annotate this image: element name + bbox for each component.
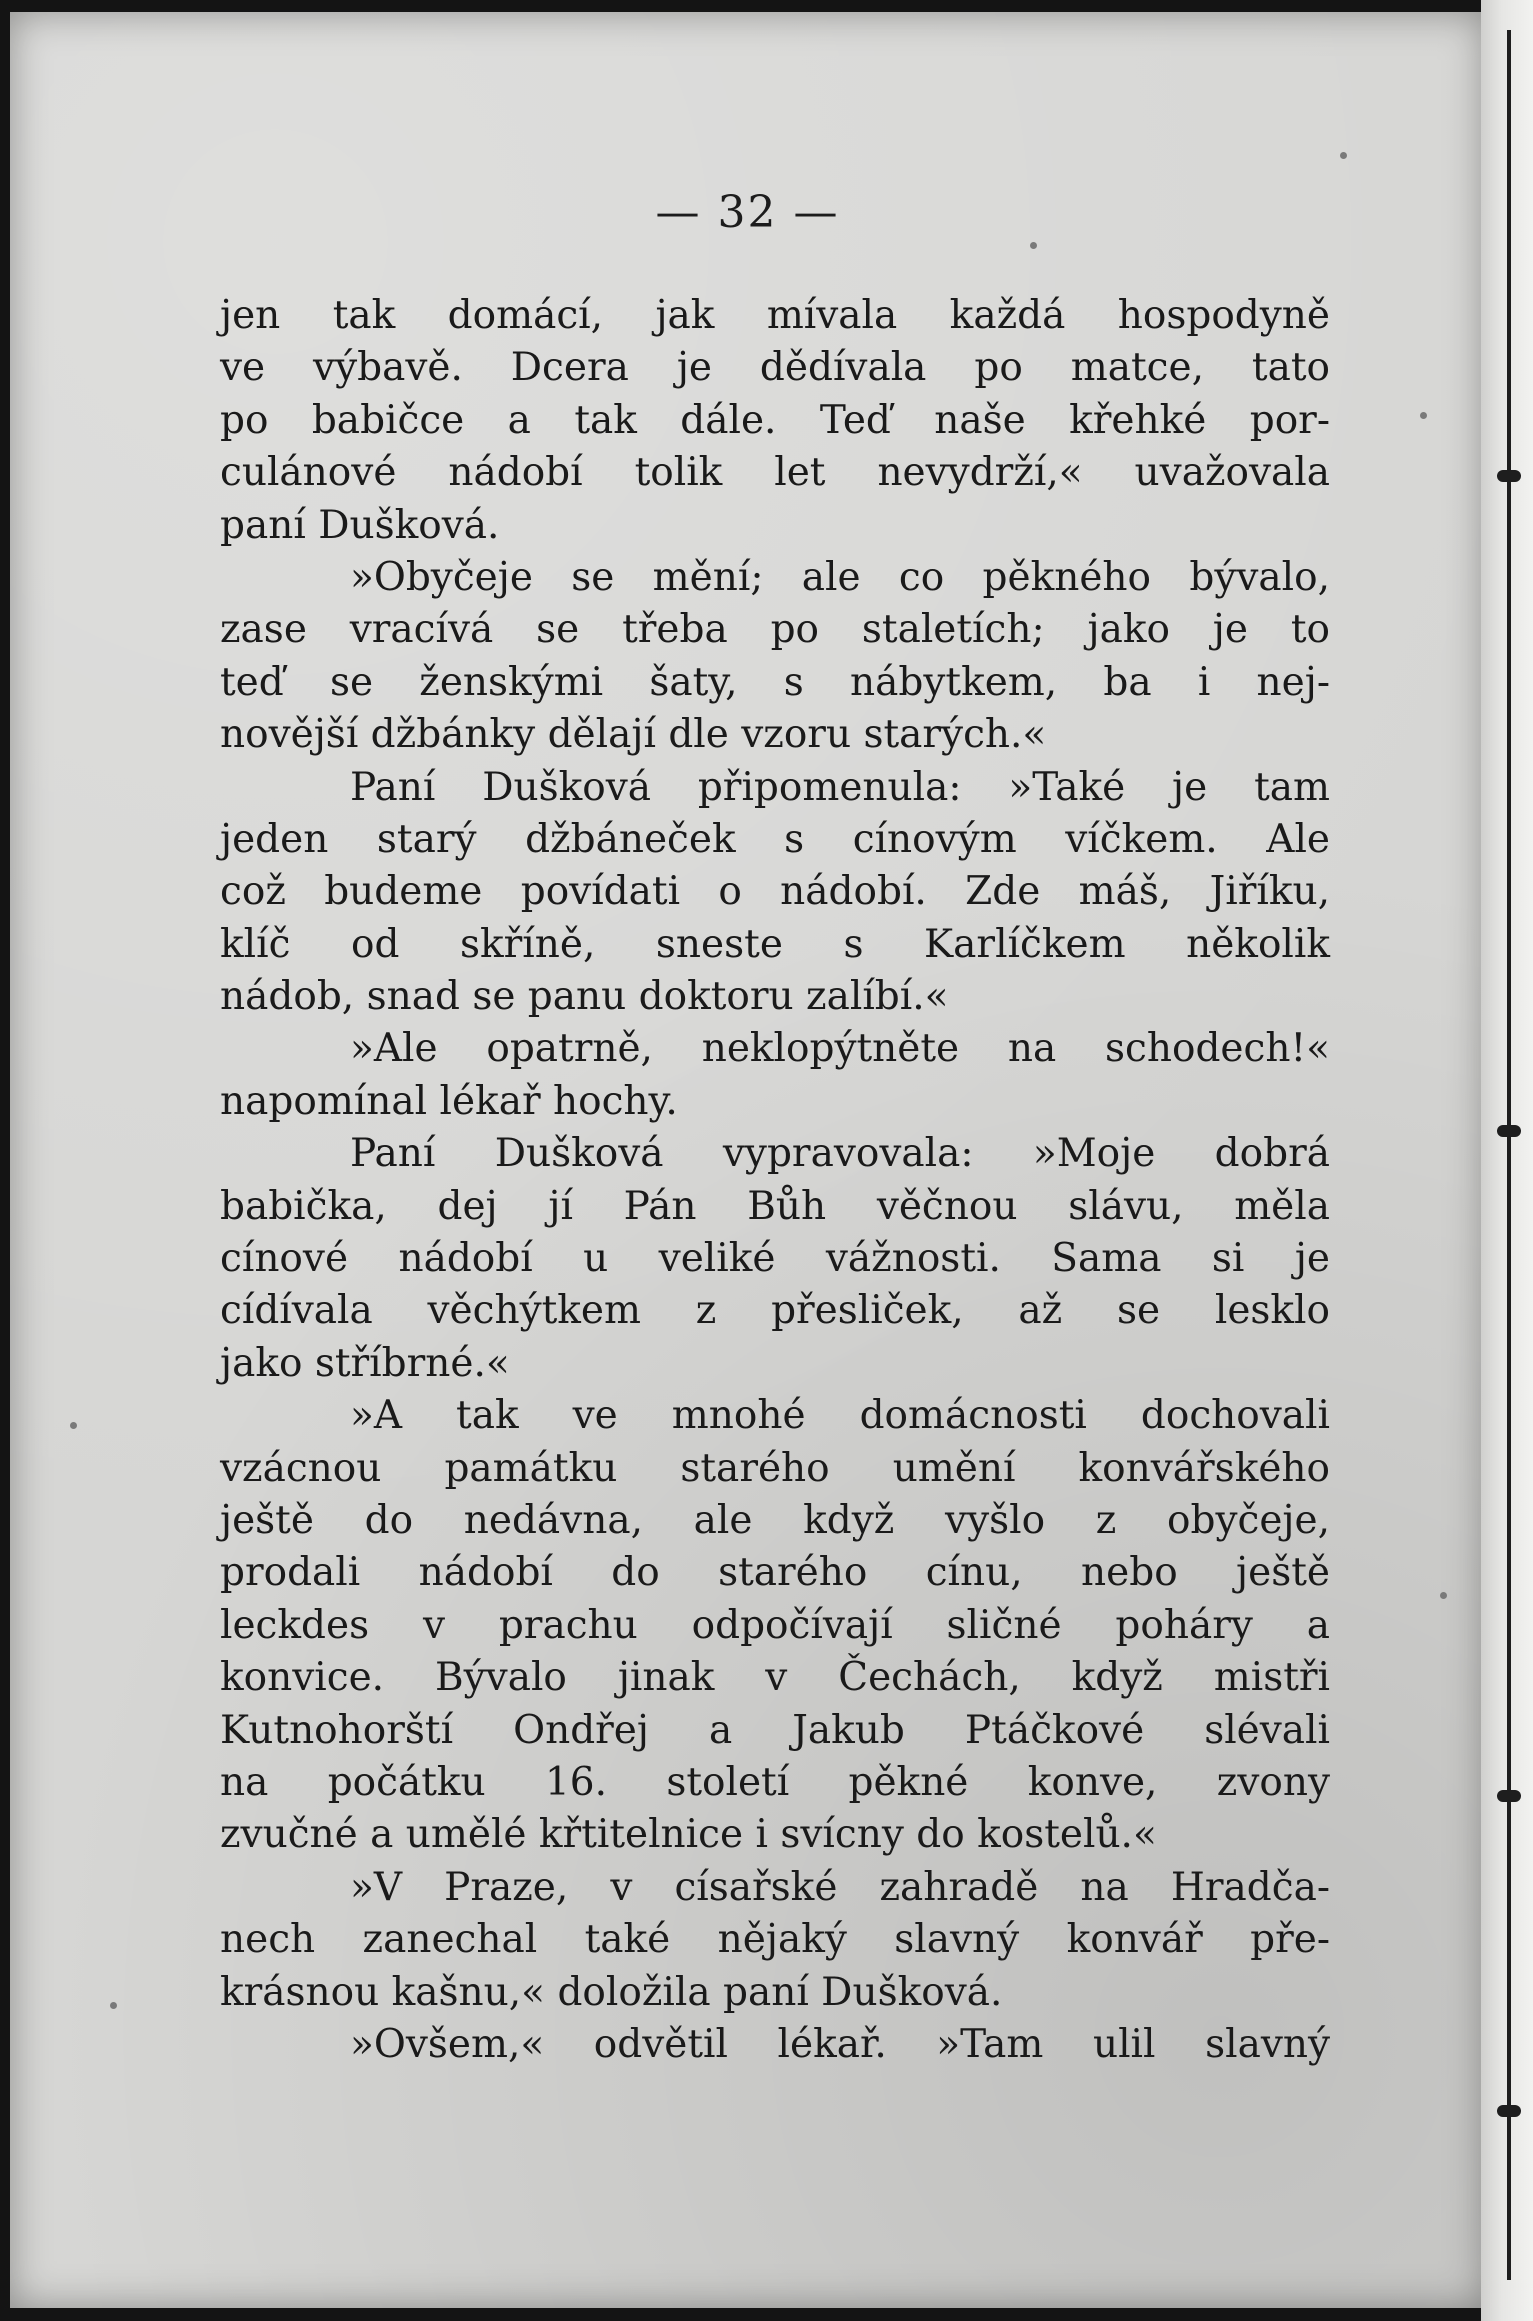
paper-speck — [1420, 412, 1427, 419]
text-line: po babičce a tak dále. Teď naše křehké por- — [220, 397, 1330, 443]
text-line: »V Praze, v císařské zahradě na Hradča- — [350, 1864, 1330, 1910]
text-line: prodali nádobí do starého cínu, nebo ještě — [220, 1550, 1330, 1596]
text-line: paní Dušková. — [220, 502, 500, 548]
text-line: cínové nádobí u veliké vážnosti. Sama si je — [220, 1236, 1330, 1282]
text-line: »Ovšem,« odvětil lékař. »Tam ulil slavný — [350, 2021, 1330, 2067]
paper-speck — [70, 1422, 77, 1429]
text-line: culánové nádobí tolik let nevydrží,« uvažovala — [220, 450, 1330, 496]
edge-mark — [1497, 1125, 1521, 1137]
paper-speck — [1440, 1592, 1447, 1599]
text-line: ve výbavě. Dcera je dědívala po matce, tato — [220, 345, 1330, 391]
text-line: teď se ženskými šaty, s nábytkem, ba i nej- — [220, 659, 1330, 705]
text-line: konvice. Bývalo jinak v Čechách, když mistři — [220, 1655, 1330, 1701]
text-line: novější džbánky dělají dle vzoru starých.« — [220, 712, 1047, 758]
text-line: vzácnou památku starého umění konvářského — [220, 1445, 1330, 1491]
text-line: krásnou kašnu,« doložila paní Dušková. — [220, 1969, 1003, 2015]
paper-speck — [1340, 152, 1347, 159]
text-line: klíč od skříně, sneste s Karlíčkem několik — [220, 921, 1330, 967]
text-line: Kutnohorští Ondřej a Jakub Ptáčkové slévali — [220, 1707, 1330, 1753]
text-line: ještě do nedávna, ale když vyšlo z obyčeje, — [220, 1497, 1330, 1543]
text-line: což budeme povídati o nádobí. Zde máš, Jiříku, — [220, 869, 1330, 915]
text-line: Paní Dušková vypravovala: »Moje dobrá — [350, 1131, 1330, 1177]
text-line: zase vracívá se třeba po staletích; jako je to — [220, 607, 1330, 653]
paper-speck — [110, 2002, 117, 2009]
text-line: jeden starý džbáneček s cínovým víčkem. Ale — [220, 816, 1330, 862]
page-number: — 32 — — [655, 187, 840, 238]
page-edge-line — [1507, 30, 1511, 2280]
adjacent-page-edge — [1481, 0, 1533, 2321]
edge-mark — [1497, 1790, 1521, 1802]
text-line: jako stříbrné.« — [220, 1340, 510, 1386]
text-line: leckdes v prachu odpočívají sličné poháry a — [220, 1602, 1330, 1648]
text-line: na počátku 16. století pěkné konve, zvony — [220, 1759, 1330, 1805]
text-line: Paní Dušková připomenula: »Také je tam — [350, 764, 1330, 810]
book-page — [10, 12, 1485, 2308]
text-line: »A tak ve mnohé domácnosti dochovali — [350, 1393, 1330, 1439]
edge-mark — [1497, 2105, 1521, 2117]
text-line: »Obyčeje se mění; ale co pěkného bývalo, — [350, 554, 1330, 600]
edge-mark — [1497, 470, 1521, 482]
text-line: zvučné a umělé křtitelnice i svícny do kostelů.« — [220, 1812, 1157, 1858]
text-line: babička, dej jí Pán Bůh věčnou slávu, měla — [220, 1183, 1330, 1229]
text-line: nádob, snad se panu doktoru zalíbí.« — [220, 974, 949, 1020]
paper-speck — [1030, 242, 1037, 249]
text-line: napomínal lékař hochy. — [220, 1078, 678, 1124]
text-line: nech zanechal také nějaký slavný konvář pře- — [220, 1917, 1330, 1963]
text-line: »Ale opatrně, neklopýtněte na schodech!« — [350, 1026, 1330, 1072]
text-line: cídívala věchýtkem z přesliček, až se lesklo — [220, 1288, 1330, 1334]
text-line: jen tak domácí, jak mívala každá hospodyně — [220, 293, 1330, 338]
body-text — [220, 290, 1330, 2071]
